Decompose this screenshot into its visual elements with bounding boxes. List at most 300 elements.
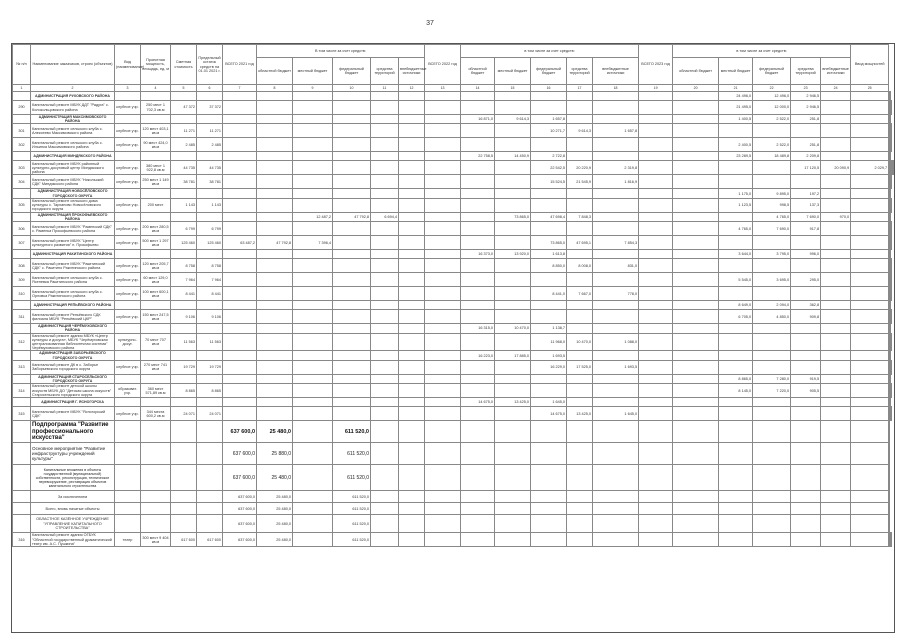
- table-cell: [197, 212, 223, 221]
- table-cell: 12 000,0: [753, 101, 791, 115]
- table-cell: [293, 515, 333, 533]
- table-cell: [495, 189, 531, 198]
- column-number: 3: [115, 85, 141, 92]
- table-cell: [719, 236, 753, 250]
- table-cell: [197, 324, 223, 333]
- table-cell: [115, 152, 141, 161]
- table-cell: [171, 351, 197, 360]
- table-cell: 8 865: [197, 384, 223, 398]
- object-kind: клубное учр.: [115, 360, 141, 374]
- table-cell: [593, 101, 639, 115]
- object-capacity: 120 мест 205,7 кв.м: [141, 259, 171, 273]
- section-row: [13, 152, 894, 161]
- object-kind: клубное учр.: [115, 310, 141, 324]
- table-cell: 47 695,1: [567, 236, 593, 250]
- table-cell: [821, 533, 851, 547]
- table-cell: [371, 101, 399, 115]
- table-cell: [197, 515, 223, 533]
- table-cell: [333, 324, 371, 333]
- table-cell: 47 698,4: [531, 212, 567, 221]
- table-cell: 19 729: [197, 360, 223, 374]
- column-number: 13: [425, 85, 461, 92]
- table-cell: [593, 250, 639, 259]
- table-cell: [425, 324, 461, 333]
- table-cell: 63 487,2: [223, 236, 257, 250]
- table-cell: [333, 152, 371, 161]
- table-cell: [673, 212, 719, 221]
- table-cell: [371, 189, 399, 198]
- table-cell: 25 480,0: [257, 421, 293, 443]
- table-cell: [719, 212, 753, 221]
- section-name: АДМИНИСТРАЦИЯ ЧЕРЁМУХОВСКОГО РАЙОНА: [31, 324, 115, 333]
- table-cell: [399, 198, 425, 212]
- table-cell: [293, 152, 333, 161]
- table-cell: [791, 503, 821, 515]
- row-number: 303: [13, 161, 31, 175]
- object-name: Капитальный ремонт сельского клуба с. Орловка Ракитинского района: [31, 287, 115, 301]
- table-cell: [593, 301, 639, 310]
- object-kind: клубное учр.: [115, 101, 141, 115]
- row-number: [13, 189, 31, 198]
- table-cell: [890, 212, 891, 221]
- table-cell: [495, 421, 531, 443]
- table-cell: [639, 310, 673, 324]
- object-capacity: 200 мест 280,5 кв.м: [141, 222, 171, 236]
- column-number: 1: [13, 85, 31, 92]
- table-cell: [495, 333, 531, 351]
- table-cell: [257, 310, 293, 324]
- table-cell: [171, 515, 197, 533]
- table-cell: [399, 465, 425, 491]
- table-cell: [639, 250, 673, 259]
- commissioning-year: [891, 384, 892, 398]
- commissioning-year: [891, 222, 892, 236]
- table-cell: [531, 421, 567, 443]
- table-cell: [461, 443, 495, 465]
- table-cell: [791, 491, 821, 503]
- table-cell: [567, 503, 593, 515]
- table-cell: [567, 273, 593, 287]
- table-cell: [593, 152, 639, 161]
- object-capacity: 200 мест: [141, 198, 171, 212]
- table-cell: [791, 398, 821, 407]
- table-row: [13, 138, 894, 152]
- table-cell: [593, 384, 639, 398]
- object-capacity: 60 мест 129,0 кв.м: [141, 273, 171, 287]
- table-cell: [171, 324, 197, 333]
- table-cell: [257, 287, 293, 301]
- table-row: [13, 333, 894, 351]
- table-cell: 1 143: [171, 198, 197, 212]
- table-cell: [851, 407, 889, 421]
- table-cell: [639, 189, 673, 198]
- table-cell: [461, 92, 495, 101]
- table-cell: 1 123,5: [719, 198, 753, 212]
- table-cell: [197, 374, 223, 383]
- commissioning-year: [893, 161, 894, 175]
- table-row: [13, 533, 894, 547]
- table-cell: 1 657,8: [531, 115, 567, 124]
- table-cell: [115, 92, 141, 101]
- object-name: Капитальный ремонт детской школы искусств МБУК ДО "Детская школа искусств" Старосельского городского округа: [31, 384, 115, 398]
- table-cell: [673, 152, 719, 161]
- table-row: [13, 515, 894, 533]
- table-cell: 362,8: [791, 301, 821, 310]
- table-cell: 11 563: [197, 333, 223, 351]
- table-cell: [851, 259, 889, 273]
- table-cell: [223, 398, 257, 407]
- table-cell: 9 614,3: [495, 115, 531, 124]
- table-cell: [371, 324, 399, 333]
- col-header: ВСЕГО 2021 год: [223, 45, 257, 85]
- table-cell: [791, 236, 821, 250]
- table-cell: [141, 374, 171, 383]
- table-cell: [495, 360, 531, 374]
- table-cell: [461, 421, 495, 443]
- table-cell: [461, 236, 495, 250]
- table-cell: [821, 250, 851, 259]
- table-cell: [257, 161, 293, 175]
- table-cell: [461, 198, 495, 212]
- object-kind: клубное учр.: [115, 222, 141, 236]
- table-cell: [495, 175, 531, 189]
- table-cell: [399, 212, 425, 221]
- col-header: Сметная стоимость: [171, 45, 197, 85]
- col-header: Наименование заказчиков, строек (объектов): [31, 45, 115, 85]
- table-cell: [851, 491, 889, 503]
- row-number: 311: [13, 310, 31, 324]
- table-cell: [399, 333, 425, 351]
- table-cell: [425, 138, 461, 152]
- table-cell: [639, 259, 673, 273]
- section-name: АДМИНИСТРАЦИЯ МАКСИМОВСКОГО РАЙОНА: [31, 115, 115, 124]
- table-cell: [821, 287, 851, 301]
- table-cell: 25 480,0: [257, 503, 293, 515]
- table-cell: [461, 161, 495, 175]
- table-cell: [890, 115, 891, 124]
- table-cell: [719, 161, 753, 175]
- table-cell: 4 850,0: [753, 310, 791, 324]
- table-cell: [890, 374, 891, 383]
- table-cell: [223, 301, 257, 310]
- table-cell: [461, 384, 495, 398]
- commissioning-year: [891, 273, 892, 287]
- table-cell: [719, 407, 753, 421]
- commissioning-year: [891, 407, 892, 421]
- table-cell: [753, 175, 791, 189]
- table-cell: [333, 115, 371, 124]
- table-row: [13, 124, 894, 138]
- table-cell: [257, 384, 293, 398]
- col-header: местный бюджет: [495, 58, 531, 85]
- col-header: средства территорий: [371, 58, 399, 85]
- table-cell: 7 667,0: [567, 287, 593, 301]
- table-cell: [223, 310, 257, 324]
- table-cell: 7 854,3: [593, 236, 639, 250]
- table-cell: [889, 443, 890, 465]
- table-cell: [673, 287, 719, 301]
- table-cell: [673, 115, 719, 124]
- table-cell: [753, 491, 791, 503]
- row-number: [13, 503, 31, 515]
- table-cell: [293, 491, 333, 503]
- table-cell: [753, 407, 791, 421]
- table-cell: [115, 515, 141, 533]
- table-cell: [753, 287, 791, 301]
- table-cell: [399, 259, 425, 273]
- table-cell: [791, 443, 821, 465]
- table-cell: [197, 115, 223, 124]
- table-cell: 21 495,0: [719, 101, 753, 115]
- table-cell: [371, 198, 399, 212]
- table-cell: [531, 92, 567, 101]
- table-cell: 3 695,0: [753, 273, 791, 287]
- table-cell: [673, 124, 719, 138]
- table-cell: [141, 491, 171, 503]
- table-cell: [371, 115, 399, 124]
- table-cell: [719, 351, 753, 360]
- object-kind: театр: [115, 533, 141, 547]
- table-cell: [171, 189, 197, 198]
- table-cell: [425, 491, 461, 503]
- table-cell: 611 520,0: [333, 491, 371, 503]
- table-cell: [257, 407, 293, 421]
- col-header: внебюджетные источники: [399, 58, 425, 85]
- table-cell: 8 758: [171, 259, 197, 273]
- table-cell: [371, 250, 399, 259]
- table-cell: [425, 374, 461, 383]
- table-cell: [371, 310, 399, 324]
- table-cell: [257, 101, 293, 115]
- table-cell: [333, 310, 371, 324]
- column-number: 23: [791, 85, 821, 92]
- object-kind: клубное учр.: [115, 175, 141, 189]
- table-cell: [371, 515, 399, 533]
- commissioning-year: [891, 138, 892, 152]
- table-cell: 22 542,5: [531, 161, 567, 175]
- table-cell: [461, 515, 495, 533]
- table-cell: [639, 124, 673, 138]
- table-cell: 14 675,0: [531, 407, 567, 421]
- table-cell: [639, 515, 673, 533]
- table-cell: [197, 503, 223, 515]
- table-cell: [293, 503, 333, 515]
- table-cell: [719, 443, 753, 465]
- column-number: 18: [593, 85, 639, 92]
- object-kind: клубное учр.: [115, 124, 141, 138]
- table-cell: 10 470,0: [495, 324, 531, 333]
- table-cell: 2 319,8: [593, 161, 639, 175]
- header-group-row: [13, 45, 894, 58]
- table-cell: [371, 443, 399, 465]
- table-cell: 17 120,5: [791, 161, 821, 175]
- table-cell: [639, 273, 673, 287]
- table-cell: [141, 189, 171, 198]
- table-cell: 611 520,0: [333, 465, 371, 491]
- table-cell: [821, 92, 851, 101]
- table-cell: [673, 515, 719, 533]
- table-cell: [639, 351, 673, 360]
- table-cell: [461, 310, 495, 324]
- table-cell: [425, 124, 461, 138]
- table-cell: [371, 92, 399, 101]
- table-cell: [333, 189, 371, 198]
- table-cell: [333, 92, 371, 101]
- table-cell: 2 485: [197, 138, 223, 152]
- row-number: [13, 398, 31, 407]
- table-cell: [425, 533, 461, 547]
- col-header: федеральный бюджет: [531, 58, 567, 85]
- group-header-2023: в том числе за счет средств:: [673, 45, 851, 58]
- table-cell: [399, 503, 425, 515]
- table-cell: [639, 491, 673, 503]
- table-cell: [333, 236, 371, 250]
- table-cell: [593, 465, 639, 491]
- section-row: [13, 301, 894, 310]
- table-cell: 996,0: [791, 250, 821, 259]
- table-cell: [639, 92, 673, 101]
- table-cell: 11 271: [197, 124, 223, 138]
- col-header: областной бюджет: [461, 58, 495, 85]
- col-header: Предельный остаток средств на 01.01 2021 г.: [197, 45, 223, 85]
- table-cell: 637 600,0: [223, 515, 257, 533]
- table-cell: [425, 259, 461, 273]
- table-cell: [141, 465, 171, 491]
- table-cell: [851, 465, 889, 491]
- program-name: Основное мероприятие "Развитие инфраструктуры учреждений культуры": [31, 443, 115, 465]
- table-cell: [293, 301, 333, 310]
- table-cell: [371, 236, 399, 250]
- table-cell: [333, 138, 371, 152]
- column-number-row: [13, 85, 894, 92]
- table-cell: 7 280,0: [753, 374, 791, 383]
- table-cell: 8 649,0: [719, 301, 753, 310]
- table-cell: [461, 491, 495, 503]
- table-row: [13, 198, 894, 212]
- table-cell: [293, 324, 333, 333]
- table-cell: [673, 421, 719, 443]
- program-name: Всего, вновь начатые объекты: [31, 503, 115, 515]
- col-header: федеральный бюджет: [333, 58, 371, 85]
- table-cell: [399, 324, 425, 333]
- table-cell: [753, 503, 791, 515]
- table-cell: [333, 175, 371, 189]
- table-cell: [197, 250, 223, 259]
- table-cell: 1 088,0: [593, 333, 639, 351]
- table-cell: 10 470,0: [567, 333, 593, 351]
- table-cell: [531, 222, 567, 236]
- table-cell: [851, 333, 889, 351]
- table-cell: [425, 310, 461, 324]
- table-cell: 24 071: [197, 407, 223, 421]
- table-cell: 7 396,4: [293, 236, 333, 250]
- table-cell: 1 400,5: [719, 115, 753, 124]
- section-row: [13, 189, 894, 198]
- table-cell: [753, 360, 791, 374]
- row-number: 315: [13, 407, 31, 421]
- table-cell: [495, 287, 531, 301]
- section-row: [13, 250, 894, 259]
- table-row: [13, 259, 894, 273]
- table-cell: [567, 310, 593, 324]
- table-cell: [257, 189, 293, 198]
- table-row: [13, 222, 894, 236]
- table-row: [13, 384, 894, 398]
- table-cell: [593, 273, 639, 287]
- row-number: [13, 443, 31, 465]
- table-cell: [531, 310, 567, 324]
- table-cell: 1 645,0: [593, 407, 639, 421]
- commissioning-year: [891, 198, 892, 212]
- table-cell: [171, 503, 197, 515]
- table-cell: [257, 301, 293, 310]
- table-cell: [791, 421, 821, 443]
- table-cell: [567, 443, 593, 465]
- table-cell: [293, 287, 333, 301]
- table-cell: [223, 124, 257, 138]
- table-cell: [673, 503, 719, 515]
- table-cell: [567, 491, 593, 503]
- row-number: 316: [13, 533, 31, 547]
- table-cell: [639, 465, 673, 491]
- table-cell: [333, 259, 371, 273]
- table-cell: [371, 384, 399, 398]
- section-name: АДМИНИСТРАЦИЯ Г. ЯСНОГОРСКА: [31, 398, 115, 407]
- table-cell: [495, 515, 531, 533]
- table-cell: [257, 152, 293, 161]
- table-cell: [371, 161, 399, 175]
- table-cell: 637 600,0: [223, 465, 257, 491]
- table-cell: [821, 259, 851, 273]
- table-cell: [531, 198, 567, 212]
- table-cell: [371, 273, 399, 287]
- table-cell: 16 315,0: [461, 324, 495, 333]
- table-cell: [821, 138, 851, 152]
- investment-table-sheet: [11, 43, 895, 633]
- table-cell: 778,0: [593, 287, 639, 301]
- table-cell: [495, 198, 531, 212]
- table-cell: [531, 491, 567, 503]
- table-cell: 22 758,5: [461, 152, 495, 161]
- table-cell: [399, 443, 425, 465]
- table-row: [13, 236, 894, 250]
- table-cell: 9 895,0: [753, 189, 791, 198]
- table-cell: [719, 324, 753, 333]
- section-name: АДМИНИСТРАЦИЯ СТАРОСЕЛЬСКОГО ГОРОДСКОГО ОКРУГА: [31, 374, 115, 383]
- table-cell: [495, 310, 531, 324]
- table-cell: [851, 198, 889, 212]
- table-cell: 10 271,7: [531, 124, 567, 138]
- table-cell: [197, 152, 223, 161]
- table-cell: [495, 101, 531, 115]
- table-cell: [223, 374, 257, 383]
- table-cell: 20 220,9: [567, 161, 593, 175]
- object-kind: клубное учр.: [115, 259, 141, 273]
- table-cell: [567, 101, 593, 115]
- object-name: Капитальный ремонт сельского клуба с. Ясеневка Ракитинского района: [31, 273, 115, 287]
- object-kind: клубное учр.: [115, 236, 141, 250]
- table-cell: [371, 374, 399, 383]
- table-cell: [753, 465, 791, 491]
- table-cell: [753, 259, 791, 273]
- table-cell: [753, 421, 791, 443]
- table-cell: [567, 515, 593, 533]
- table-cell: [567, 398, 593, 407]
- table-cell: 11 968,0: [531, 333, 567, 351]
- table-cell: 24 071: [171, 407, 197, 421]
- row-number: 309: [13, 273, 31, 287]
- table-cell: [567, 152, 593, 161]
